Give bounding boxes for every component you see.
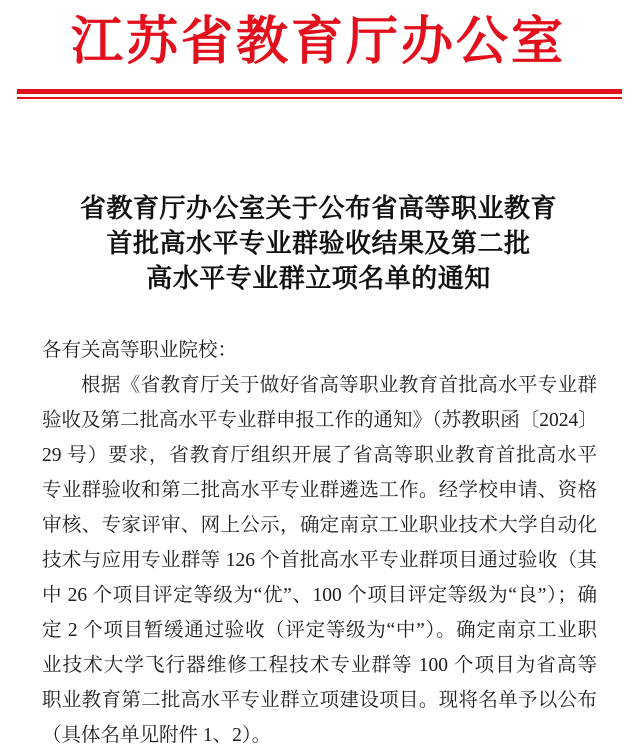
- document-body: [42, 333, 597, 752]
- body-line: 专业群验收和第二批高水平专业群遴选工作。经学校申请、资格: [42, 480, 597, 501]
- body-line: 业技术大学飞行器维修工程技术专业群等 100 个项目为省高等: [42, 655, 597, 676]
- salutation-line: 各有关高等职业院校：: [42, 340, 238, 361]
- issuer-masthead: [0, 0, 637, 99]
- masthead-rule-thick: [17, 89, 622, 94]
- body-line: 定 2 个项目暂缓通过验收（评定等级为“中”）。确定南京工业职: [42, 620, 597, 641]
- body-line: 29 号）要求，省教育厅组织开展了省高等职业教育首批高水平: [42, 445, 597, 466]
- document-title: [0, 191, 637, 296]
- body-line: 验收及第二批高水平专业群申报工作的通知》（苏教职函〔2024〕: [42, 410, 598, 431]
- body-line: （具体名单见附件 1、2）。: [42, 725, 272, 746]
- masthead-rule-thin: [17, 97, 622, 99]
- body-line: 中 26 个项目评定等级为“优”、100 个项目评定等级为“良”）；确: [42, 585, 597, 606]
- document-title-line: 高水平专业群立项名单的通知: [146, 264, 491, 293]
- body-line: 技术与应用专业群等 126 个首批高水平专业群项目通过验收（其: [42, 550, 597, 571]
- body-line: 根据《省教育厅关于做好省高等职业教育首批高水平专业群: [81, 375, 597, 396]
- document-title-line: 首批高水平专业群验收结果及第二批: [106, 229, 531, 258]
- issuer-title: 江苏省教育厅办公室: [70, 14, 566, 71]
- body-line: 职业教育第二批高水平专业群立项建设项目。现将名单予以公布: [42, 690, 597, 711]
- body-line: 审核、专家评审、网上公示，确定南京工业职业技术大学自动化: [42, 515, 597, 536]
- document-title-line: 省教育厅办公室关于公布省高等职业教育: [79, 194, 557, 223]
